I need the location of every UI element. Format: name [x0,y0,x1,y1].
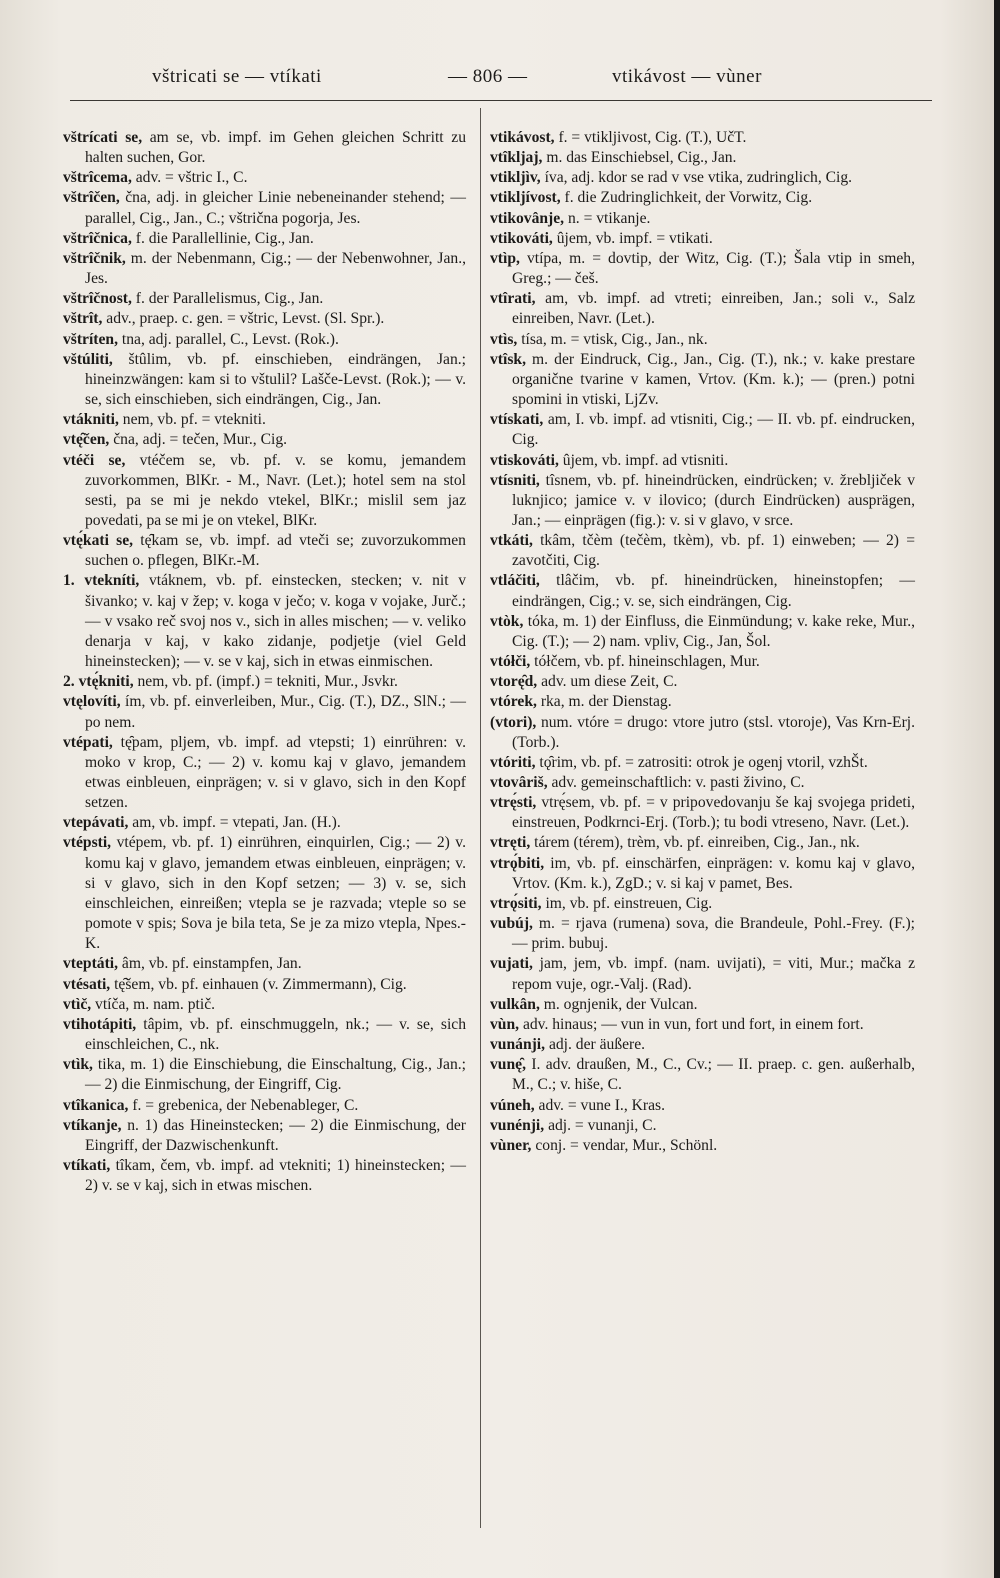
dictionary-entry [63,692,466,732]
entry-definition: m. der Eindruck, Cig., Jan., Cig. (T.), nk.; v. kake prestare organične tvarine v kamen, Vrtov. (Km. k.); — (pren.) potni spomini in vtiski, LjZv. [512,350,915,409]
dictionary-entry [490,451,915,471]
entry-headword: vtihotápiti, [63,1015,137,1033]
entry-headword: vtrǫ́siti, [490,894,542,912]
entry-headword: vtkáti, [490,532,533,550]
entry-definition: n. = vtikanje. [564,209,651,227]
entry-definition: adv. um diese Zeit, C. [537,673,678,691]
dictionary-entry [490,1055,915,1095]
entry-headword: vtòk, [490,612,524,630]
entry-definition: tę̑kam se, vb. impf. ad vteči se; zuvorzukommen suchen o. pflegen, BlKr.-M. [85,532,466,570]
entry-definition: ûjem, vb. impf. ad vtisniti. [558,451,729,469]
entry-definition: ûjem, vb. impf. = vtikati. [552,229,713,247]
entry-definition: adv., praep. c. gen. = vštric, Levst. (Sl. Spr.). [102,310,385,328]
entry-headword: vtorę̑d, [490,673,538,691]
entry-headword: vunę̑, [490,1056,526,1074]
entry-definition: vtéčem se, vb. pf. v. se komu, jemandem zuvorkommen, BlKr. - M., Navr. (Let.); hotel sem na stol sesti, pa se mi je nekdo vtekel, BlKr.; mislil sem jaz povedati, pa se mi je on vtekel, BlKr. [85,451,466,529]
entry-headword: vtółči, [490,653,531,671]
entry-headword: vtìč, [63,995,92,1013]
entry-definition: am, vb. impf. = vtepati, Jan. (H.). [128,814,341,832]
dictionary-entry [490,793,915,833]
dictionary-entry [63,1116,466,1156]
dictionary-entry [490,995,915,1015]
entry-headword: vtépati, [63,733,113,751]
header-rule [70,100,932,101]
entry-headword: vštríten, [63,330,118,348]
entry-definition: f. = grebenica, der Nebenableger, C. [128,1096,359,1114]
entry-headword: vtóriti, [490,753,536,771]
dictionary-entry [490,128,915,148]
dictionary-entry [63,833,466,954]
entry-definition: vtáknem, vb. pf. einstecken, stecken; v. nit v šivanko; v. kaj v žep; v. koga v ječo; v. koga v vojake, Jurč.; — v vsako reč svoj nos v., sich in alles mischen; — v. veliko denarja v kaj, v kako zidanje, podjetje (viel Geld hineinstecken); — v. se v kaj, sich in etwas einmischen. [85,572,466,671]
dictionary-entry [63,289,466,309]
entry-headword: vunánji, [490,1036,546,1054]
entry-headword: vtikováti, [490,229,553,247]
dictionary-entry [490,652,915,672]
dictionary-entry [63,531,466,571]
entry-headword: vtręti, [490,834,531,852]
dictionary-entry [63,813,466,833]
entry-headword: vtìp, [490,249,520,267]
entry-definition: rka, m. der Dienstag. [536,693,672,711]
entry-headword: vtìs, [490,330,518,348]
entry-headword: vtíkati, [63,1156,111,1174]
dictionary-entry [490,894,915,914]
dictionary-entry [490,188,915,208]
entry-definition: tna, adj. parallel, C., Levst. (Rok.). [118,330,339,348]
entry-definition: m. das Einschiebsel, Cig., Jan. [542,149,737,167]
dictionary-entry [490,471,915,531]
entry-definition: f. die Parallellinie, Cig., Jan. [131,229,314,247]
dictionary-entry [490,571,915,611]
dictionary-entry [63,430,466,450]
entry-headword: vtìk, [63,1056,93,1074]
dictionary-entry [490,289,915,329]
dictionary-entry [490,209,915,229]
entry-definition: I. adv. draußen, M., C., Cv.; — II. praep. c. gen. außerhalb, M., C.; v. hiše, C. [512,1056,915,1094]
entry-definition: m. der Nebenmann, Cig.; — der Nebenwohner, Jan., Jes. [85,249,466,288]
entry-headword: vtikovânje, [490,209,565,227]
dictionary-entry [63,672,466,692]
entry-headword: vtę́kati se, [63,532,134,550]
entry-definition: im, vb. pf. einschärfen, einprägen: v. komu kaj v glavo, Vrtov. (Km. k.), ZgD.; v. si kaj v pamet, Bes. [512,854,915,892]
entry-headword: vtîsk, [490,350,526,368]
entry-headword: vtęlovíti, [63,693,121,711]
entry-headword: vtîkanica, [63,1096,129,1114]
entry-definition: vtépem, vb. pf. 1) einrühren, einquirlen, Cig.; — 2) v. komu kaj v glavo, jemandem etwas einbleuen, einprägen; v. si v glavo, sich in den Kopf setzen; — 3) v. se, sich einschleichen, einreißen; vtepla se je razvada; vteple so se pomote v spis; Sova je bila teta, Se je za mizo vtepla, Npes.-K. [85,834,466,953]
column-divider [480,108,481,1528]
dictionary-entry [490,954,915,994]
entry-definition: adv. = vštric I., C. [131,169,248,187]
left-column [63,128,466,1196]
entry-definition: n. 1) das Hineinstecken; — 2) die Einmischung, der Eingriff, der Dazwischenkunft. [85,1116,466,1154]
entry-headword: vtikljìv, [490,169,541,187]
entry-headword: vtikávost, [490,129,555,146]
entry-definition: ím, vb. pf. einverleiben, Mur., Cig. (T.), DZ., SlN.; — po nem. [85,693,466,731]
entry-definition: conj. = vendar, Mur., Schönl. [531,1136,718,1154]
dictionary-entry [63,1055,466,1095]
entry-headword: 2. vtę́kniti, [63,673,134,691]
entry-definition: f. = vtikljivost, Cig. (T.), UčT. [554,129,747,146]
dictionary-entry [63,309,466,329]
dictionary-entry [490,713,915,753]
entry-definition: adv. hinaus; — vun in vun, fort und fort, in einem fort. [519,1015,864,1033]
page-edge-shadow [994,0,1000,1578]
entry-definition: adj. der äußere. [545,1036,646,1054]
right-column [490,128,915,1156]
entry-definition: čna, adj. = tečen, Mur., Cig. [109,431,288,449]
entry-definition: tę̑šem, vb. pf. einhauen (v. Zimmermann), Cig. [110,975,407,993]
dictionary-entry [490,249,915,289]
entry-definition: tę̑pam, pljem, vb. impf. ad vtepsti; 1) einrühren: v. moko v krop, C.; — 2) v. komu kaj v glavo, jemandem etwas einbleuen, einprägen; v. si v glavo, sich in den Kopf setzen. [85,733,466,812]
dictionary-entry [63,954,466,974]
running-header [70,62,930,94]
dictionary-entry [490,330,915,350]
entry-definition: m. ognjenik, der Vulcan. [539,995,698,1013]
entry-headword: vtísniti, [490,471,540,489]
entry-headword: vtískati, [490,411,544,429]
entry-definition: vtrę́sem, vb. pf. = v pripovedovanju še kaj svojega prideti, einstreuen, Podkrnci-Erj. (Torb.); tu bodi vtreseno, Navr. (Let.). [512,794,915,832]
entry-headword: vtéči se, [63,451,126,469]
dictionary-entry [490,692,915,712]
dictionary-entry [63,1156,466,1196]
entry-headword: vštúliti, [63,350,113,368]
entry-headword: vubúj, [490,915,533,933]
dictionary-entry [63,995,466,1015]
dictionary-entry [490,168,915,188]
entry-headword: vtrę́sti, [490,794,537,812]
page-number: — 806 — [448,66,528,87]
entry-headword: vteptáti, [63,955,118,973]
entry-definition: tísa, m. = vtisk, Cig., Jan., nk. [517,330,708,348]
dictionary-entry [63,451,466,532]
entry-definition: am, vb. impf. ad vtreti; einreiben, Jan.; soli v., Salz einreiben, Navr. (Let.). [512,290,915,328]
dictionary-entry [490,229,915,249]
entry-definition: tárem (térem), trèm, vb. pf. einreiben, Cig., Jan., nk. [530,834,860,852]
entry-headword: vtépsti, [63,834,112,852]
entry-headword: vtíkanje, [63,1116,122,1134]
entry-definition: jam, jem, vb. impf. (nam. uvijati), = viti, Mur.; mačka z repom vuje, ogr.-Valj. (Rad). [512,955,915,993]
entry-definition: f. die Zudringlichkeit, der Vorwitz, Cig. [560,189,813,207]
entry-headword: vúneh, [490,1096,535,1114]
dictionary-entry [490,148,915,168]
dictionary-entry [63,249,466,289]
entry-headword: vštrîčnik, [63,249,126,267]
entry-headword: (vtori), [490,713,537,731]
entry-definition: m. = rjava (rumena) sova, die Brandeule, Pohl.-Frey. (F.); — prim. bubuj. [512,915,915,953]
entry-headword: vštrît, [63,310,103,328]
entry-headword: vtovâriš, [490,774,548,791]
dictionary-entry [63,975,466,995]
entry-headword: vtákniti, [63,411,119,429]
entry-definition: âm, vb. pf. einstampfen, Jan. [118,955,302,973]
entry-definition: adj. = vunanji, C. [544,1116,657,1134]
entry-definition: nem, vb. pf. = vtekniti. [118,411,266,429]
entry-definition: íva, adj. kdor se rad v vse vtika, zudringlich, Cig. [540,169,853,187]
entry-definition: f. der Parallelismus, Cig., Jan. [131,290,324,308]
entry-definition: tâpim, vb. pf. einschmuggeln, nk.; — v. se, sich einschleichen, C., nk. [85,1015,466,1054]
entry-headword: vtîkljaj, [490,149,543,167]
dictionary-entry [490,753,915,773]
header-right-guide-words: vtikávost — vùner [612,66,762,87]
entry-definition: im, vb. pf. einstreuen, Cig. [541,894,713,912]
dictionary-entry [63,229,466,249]
entry-headword: vštrîčnica, [63,229,132,247]
entry-headword: vštrîčen, [63,189,120,207]
entry-headword: vujati, [490,955,533,973]
entry-headword: vulkân, [490,995,540,1013]
dictionary-entry [490,914,915,954]
dictionary-entry [63,410,466,430]
dictionary-entry [490,773,915,793]
entry-definition: nem, vb. pf. (impf.) = tekniti, Mur., Jsvkr. [133,673,398,691]
dictionary-entry [490,833,915,853]
dictionary-entry [490,672,915,692]
dictionary-entry [63,571,466,672]
dictionary-entry [490,350,915,410]
entry-headword: vtikljívost, [490,189,561,207]
entry-headword: vštrîcema, [63,169,132,187]
entry-headword: vštrîčnost, [63,290,132,308]
entry-definition: tîsnem, vb. pf. hineindrücken, eindrücken; v. žrebljiček v luknjico; jamice v. v ilovico; (durch Eindrücken) ausprägen, Jan.; — einprägen (fig.): v. si v glavo, v srce. [512,471,915,529]
entry-definition: am se, vb. impf. im Gehen gleichen Schritt zu halten suchen, Gor. [85,129,466,167]
dictionary-entry [63,733,466,814]
entry-definition: tǫ̑rim, vb. pf. = zatrositi: otrok je ogenj vtoril, vzhŠt. [535,753,868,771]
entry-headword: vtiskováti, [490,451,559,469]
entry-definition: tkâm, tčèm (tečèm, tkèm), vb. pf. 1) einweben; — 2) = zavotčiti, Cig. [512,532,915,570]
entry-headword: 1. vtekníti, [63,572,140,590]
dictionary-entry [490,854,915,894]
entry-definition: čna, adj. in gleicher Linie nebeneinander stehend; — parallel, Cig., Jan., C.; vštrična pogorja, Jes. [85,189,466,227]
entry-definition: vtíča, m. nam. ptič. [91,995,216,1013]
entry-definition: tîkam, čem, vb. impf. ad vtekniti; 1) hineinstecken; — 2) v. se v kaj, sich in etwas mischen. [85,1156,466,1195]
dictionary-entry [490,612,915,652]
entry-definition: adv. = vune I., Kras. [534,1096,665,1114]
entry-headword: vštrícati se, [63,129,143,146]
entry-definition: am, I. vb. impf. ad vtisniti, Cig.; — II. vb. pf. eindrucken, Cig. [512,411,915,449]
dictionary-entry [490,1116,915,1136]
entry-headword: vùner, [490,1136,532,1154]
entry-definition: vtípa, m. = dovtip, der Witz, Cig. (T.); Šala vtip in smeh, Greg.; — češ. [512,249,915,288]
dictionary-entry [63,1015,466,1055]
entry-definition: tóka, m. 1) der Einfluss, die Einmündung; v. kake reke, Mur., Cig. (T.); — 2) nam. vpliv, Cig., Jan, Šol. [512,612,915,650]
entry-headword: vùn, [490,1015,520,1033]
dictionary-entry [63,188,466,228]
entry-definition: štûlim, vb. pf. einschieben, eindrängen, Jan.; hineinzwängen: kam si to vštulil? Lašče-Levst. (Rok.); — v. se, sich einschieben, sich eindrängen, Cig., Jan. [85,350,466,409]
dictionary-entry [490,1096,915,1116]
dictionary-entry [63,350,466,410]
entry-definition: tółčem, vb. pf. hineinschlagen, Mur. [530,653,760,671]
dictionary-entry [490,1015,915,1035]
dictionary-entry [63,128,466,168]
entry-definition: tlâčim, vb. pf. hineindrücken, hineinstopfen; — eindrängen, Cig.; v. se, sich eindrängen, Cig. [512,572,915,610]
dictionary-entry [63,168,466,188]
dictionary-entry [490,531,915,571]
dictionary-entry [490,1035,915,1055]
entry-definition: tika, m. 1) die Einschiebung, die Einschaltung, Cig., Jan.; — 2) die Einmischung, der Eingriff, Cig. [85,1056,466,1094]
entry-headword: vtórek, [490,693,537,711]
dictionary-entry [63,330,466,350]
entry-headword: vtepávati, [63,814,129,832]
dictionary-entry [490,1136,915,1156]
dictionary-entry [490,410,915,450]
entry-headword: vtrǫ́biti, [490,854,545,872]
entry-headword: vtîrati, [490,290,536,308]
entry-headword: vunénji, [490,1116,545,1134]
dictionary-entry [63,1096,466,1116]
entry-headword: vtláčiti, [490,572,540,590]
header-left-guide-words: vštricati se — vtíkati [152,66,322,87]
entry-headword: vtésati, [63,975,111,993]
entry-definition: num. vtóre = drugo: vtore jutro (stsl. vtoroje), Vas Krn-Erj. (Torb.). [512,713,915,751]
entry-definition: adv. gemeinschaftlich: v. pasti živino, C. [547,774,805,791]
entry-headword: vtę̑čen, [63,431,110,449]
